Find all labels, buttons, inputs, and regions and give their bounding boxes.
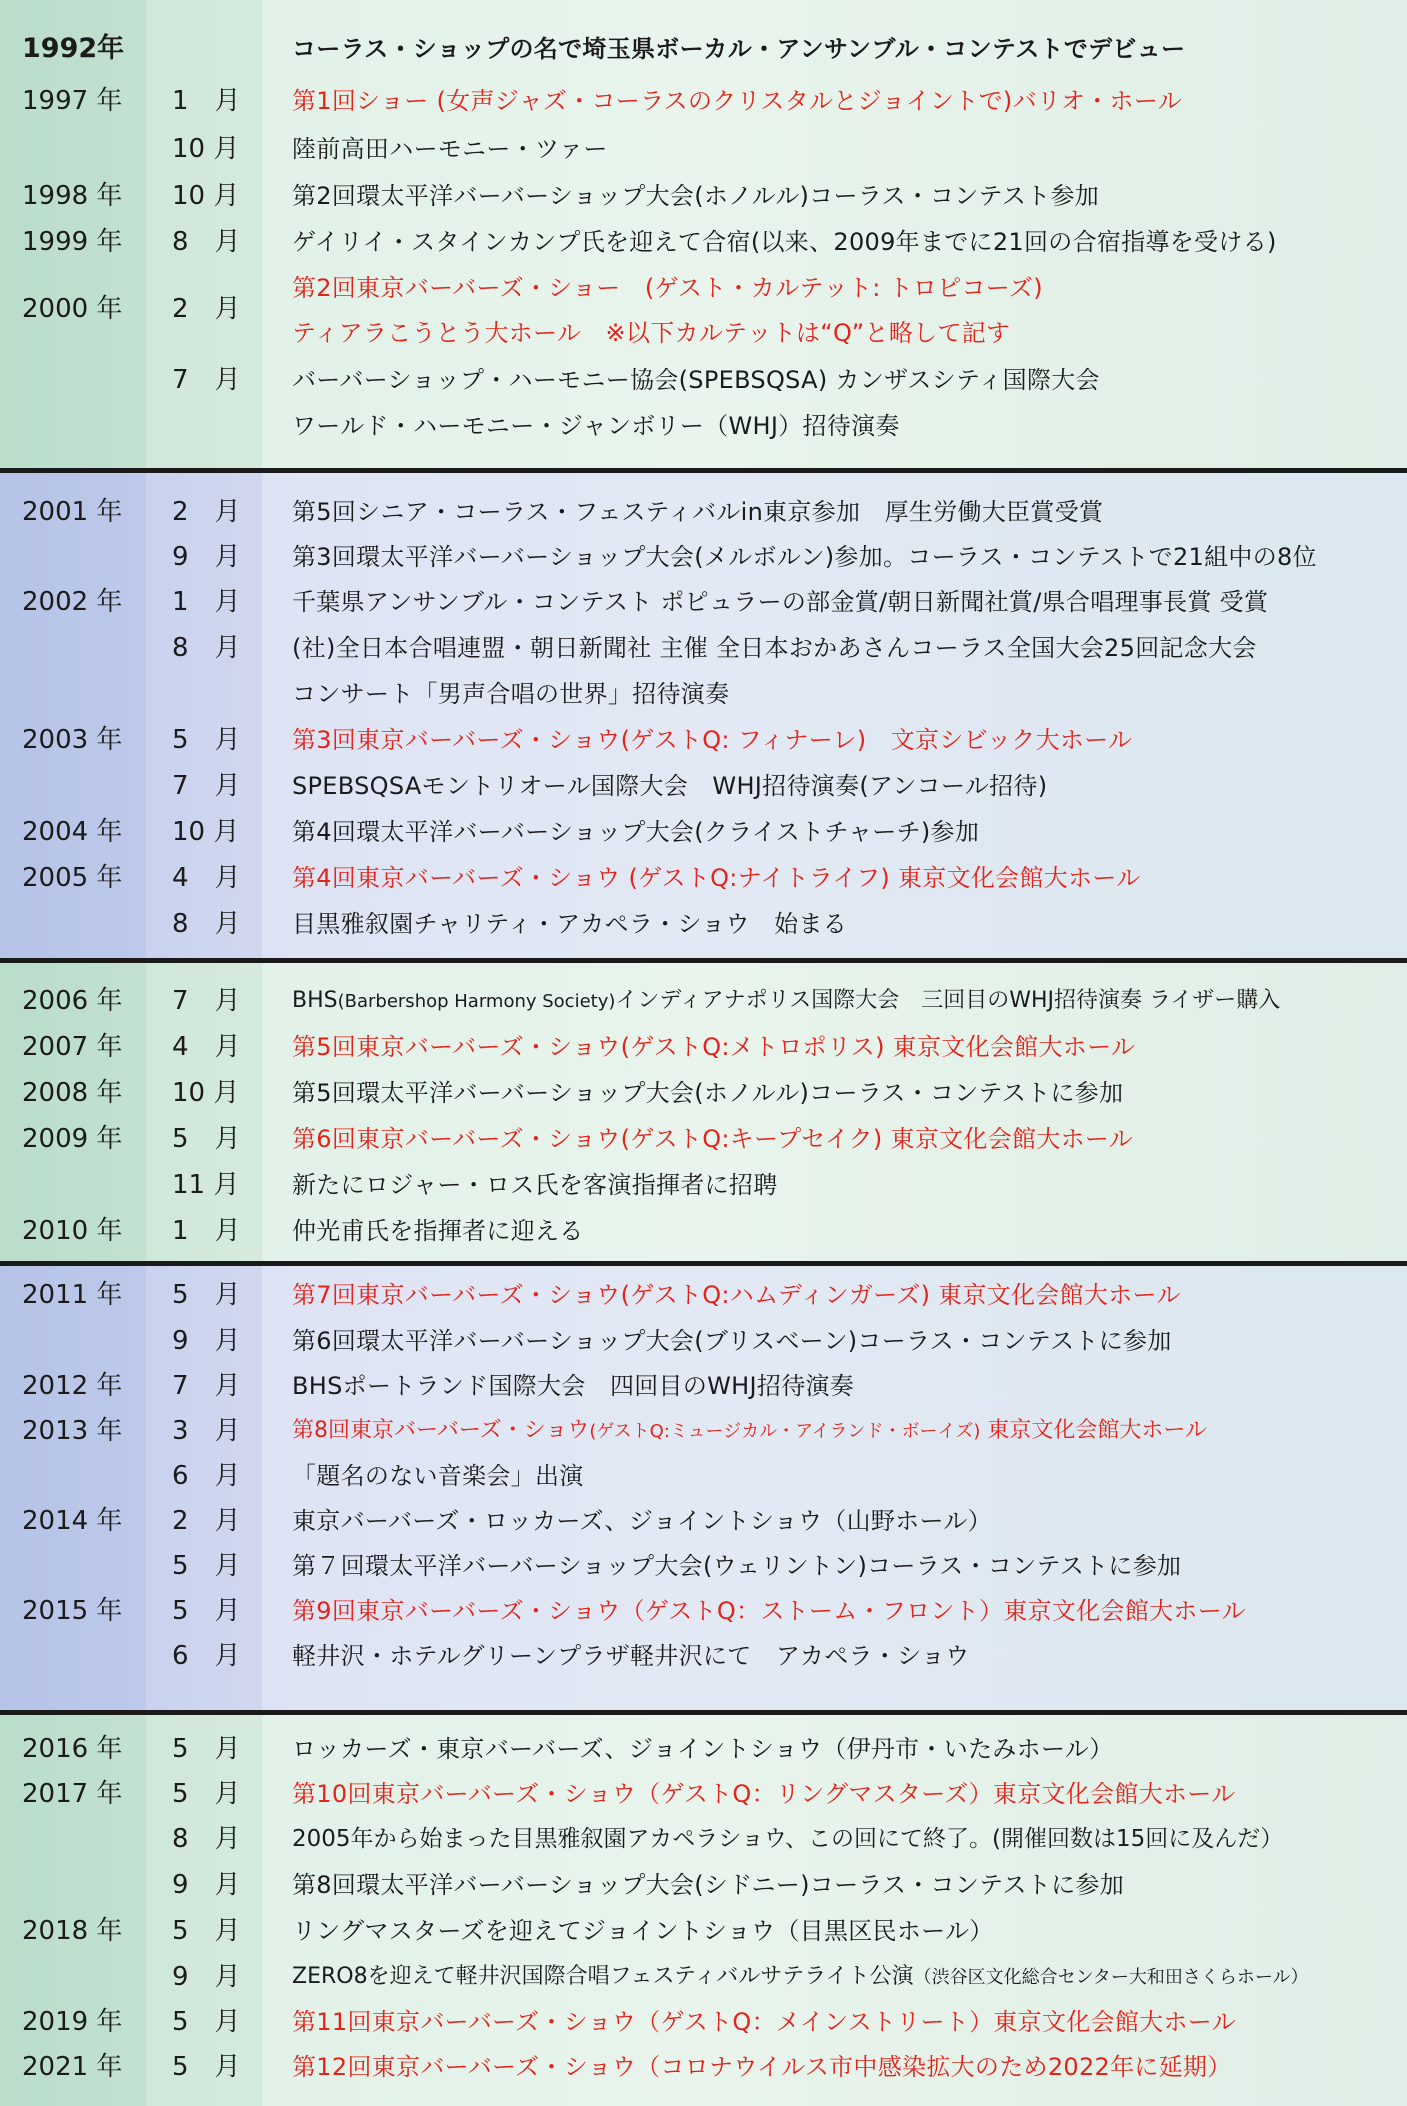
- year-cell: 2001 年: [22, 497, 123, 527]
- event-cell: 第７回環太平洋バーバーショップ大会(ウェリントン)コーラス・コンテストに参加: [292, 1552, 1182, 1580]
- event-cell: ワールド・ハーモニー・ジャンボリー（WHJ）招待演奏: [292, 412, 900, 440]
- timeline-row: [0, 311, 1407, 355]
- event-cell: [292, 1955, 1395, 2000]
- event-cell: ロッカーズ・東京バーバーズ、ジョイントショウ（伊丹市・いたみホール）: [292, 1735, 1114, 1763]
- timeline-row: [0, 1544, 1407, 1588]
- event-cell: 第12回東京バーバーズ・ショウ（コロナウイルス市中感染拡大のため2022年に延期）: [292, 2053, 1232, 2081]
- month-cell: 5 月: [172, 1916, 241, 1946]
- month-cell: 8 月: [172, 909, 241, 939]
- month-cell: 5 月: [172, 1734, 241, 1764]
- timeline-row: [0, 580, 1407, 624]
- year-cell: 1999 年: [22, 227, 123, 257]
- month-cell: 5 月: [172, 1124, 241, 1154]
- timeline-row: [0, 718, 1407, 762]
- timeline-row: [0, 2045, 1407, 2089]
- month-cell: 6 月: [172, 1641, 241, 1671]
- month-cell: 11 月: [172, 1170, 240, 1200]
- event-text: 東京文化会館大ホール: [980, 1418, 1207, 1443]
- month-cell: 8 月: [172, 633, 241, 663]
- event-cell: 第10回東京バーバーズ・ショウ（ゲストQ：リングマスターズ）東京文化会館大ホール: [292, 1780, 1236, 1808]
- year-cell: 2008 年: [22, 1078, 123, 1108]
- event-cell: ティアラこうとう大ホール ※以下カルテットは“Q”と略して記す: [292, 319, 1011, 347]
- event-note: (ゲストQ:ミュージカル・アイランド・ボーイズ): [589, 1421, 981, 1442]
- month-cell: 9 月: [172, 542, 241, 572]
- month-cell: 1 月: [172, 587, 241, 617]
- timeline-row: [0, 1454, 1407, 1498]
- timeline-row: [0, 856, 1407, 900]
- timeline-row: [0, 672, 1407, 716]
- month-cell: 10 月: [172, 817, 240, 847]
- event-cell: コーラス・ショップの名で埼玉県ボーカル・アンサンブル・コンテストでデビュー: [292, 35, 1186, 63]
- event-cell: [292, 979, 1395, 1024]
- timeline-row: [0, 1589, 1407, 1633]
- month-cell: 5 月: [172, 1551, 241, 1581]
- timeline-row: [0, 1817, 1407, 1861]
- month-cell: 10 月: [172, 134, 240, 164]
- timeline-row: [0, 79, 1407, 123]
- event-text: BHS: [292, 988, 338, 1013]
- event-note: (Barbershop Harmony Society): [337, 991, 616, 1012]
- event-cell: 第3回環太平洋バーバーショップ大会(メルボルン)参加。コーラス・コンテストで21組中の8位: [292, 543, 1317, 571]
- month-cell: 5 月: [172, 725, 241, 755]
- timeline-row: [0, 1071, 1407, 1115]
- timeline-row: [0, 810, 1407, 854]
- month-cell: 1 月: [172, 86, 241, 116]
- timeline-row: [0, 535, 1407, 579]
- timeline-row: [0, 2000, 1407, 2044]
- event-cell: 第2回環太平洋バーバーショップ大会(ホノルル)コーラス・コンテスト参加: [292, 182, 1100, 210]
- month-cell: 5 月: [172, 2052, 241, 2082]
- event-cell: コンサート「男声合唱の世界」招待演奏: [292, 680, 730, 708]
- month-cell: 2 月: [172, 1506, 241, 1536]
- timeline-row: [0, 127, 1407, 171]
- section-1992-2000: [0, 0, 1407, 470]
- event-cell: バーバーショップ・ハーモニー協会(SPEBSQSA) カンザスシティ国際大会: [292, 366, 1100, 394]
- timeline-row: [0, 1863, 1407, 1907]
- timeline-row: [0, 1117, 1407, 1161]
- event-cell: 第3回東京バーバーズ・ショウ(ゲストQ: フィナーレ) 文京シビック大ホール: [292, 726, 1133, 754]
- month-cell: 9 月: [172, 1326, 241, 1356]
- timeline-row: [0, 1955, 1407, 1999]
- month-cell: 8 月: [172, 227, 241, 257]
- event-cell: ゲイリイ・スタインカンプ氏を迎えて合宿(以来、2009年までに21回の合宿指導を受ける): [292, 228, 1277, 256]
- year-cell: 2000 年: [22, 294, 123, 324]
- year-cell: 2015 年: [22, 1596, 123, 1626]
- month-cell: 5 月: [172, 1280, 241, 1310]
- event-text: 第8回東京バーバーズ・ショウ: [292, 1418, 590, 1443]
- event-cell: 第6回環太平洋バーバーショップ大会(ブリスベーン)コーラス・コンテストに参加: [292, 1327, 1172, 1355]
- month-cell: 10 月: [172, 1078, 240, 1108]
- section-2011-2015: [0, 1266, 1407, 1712]
- event-cell: 第6回東京バーバーズ・ショウ(ゲストQ:キープセイク) 東京文化会館大ホール: [292, 1125, 1134, 1153]
- year-cell: 2017 年: [22, 1779, 123, 1809]
- event-cell: 東京バーバーズ・ロッカーズ、ジョイントショウ（山野ホール）: [292, 1507, 992, 1535]
- event-cell: 目黒雅叙園チャリティ・アカペラ・ショウ 始まる: [292, 910, 848, 938]
- year-cell: 2006 年: [22, 986, 123, 1016]
- timeline-row: [0, 902, 1407, 946]
- timeline-row: [0, 358, 1407, 402]
- year-cell: 2010 年: [22, 1216, 123, 1246]
- event-cell: 軽井沢・ホテルグリーンプラザ軽井沢にて アカペラ・ショウ: [292, 1642, 970, 1670]
- timeline-row: [0, 1319, 1407, 1363]
- year-cell: 2005 年: [22, 863, 123, 893]
- timeline-row: [0, 220, 1407, 264]
- event-cell: 仲光甫氏を指揮者に迎える: [292, 1217, 584, 1245]
- event-cell: リングマスターズを迎えてジョイントショウ（目黒区民ホール）: [292, 1917, 994, 1945]
- timeline-row: [0, 764, 1407, 808]
- month-cell: 10 月: [172, 181, 240, 211]
- timeline-row: [0, 1409, 1407, 1453]
- event-cell: 第8回環太平洋バーバーショップ大会(シドニー)コーラス・コンテストに参加: [292, 1871, 1124, 1899]
- year-cell: 2021 年: [22, 2052, 123, 2082]
- event-cell: 2005年から始まった目黒雅叙園アカペラショウ、この回にて終了。(開催回数は15回に及んだ）: [292, 1826, 1284, 1852]
- timeline-row: [0, 1727, 1407, 1771]
- timeline-row: [0, 626, 1407, 670]
- month-cell: 4 月: [172, 1032, 241, 1062]
- month-cell: 2 月: [172, 294, 241, 324]
- timeline-row: [0, 1634, 1407, 1678]
- event-cell: 第5回環太平洋バーバーショップ大会(ホノルル)コーラス・コンテストに参加: [292, 1079, 1124, 1107]
- month-cell: 7 月: [172, 771, 241, 801]
- timeline-row: [0, 490, 1407, 534]
- year-cell: 2002 年: [22, 587, 123, 617]
- event-cell: 陸前高田ハーモニー・ツァー: [292, 135, 608, 163]
- month-cell: 7 月: [172, 365, 241, 395]
- month-cell: 4 月: [172, 863, 241, 893]
- month-cell: 6 月: [172, 1461, 241, 1491]
- event-cell: 第7回東京バーバーズ・ショウ(ゲストQ:ハムディンガーズ) 東京文化会館大ホール: [292, 1281, 1181, 1309]
- month-cell: 5 月: [172, 1596, 241, 1626]
- year-cell: 2016 年: [22, 1734, 123, 1764]
- year-cell: 2014 年: [22, 1506, 123, 1536]
- timeline-row: [0, 1273, 1407, 1317]
- event-cell: 第4回東京バーバーズ・ショウ (ゲストQ:ナイトライフ) 東京文化会館大ホール: [292, 864, 1141, 892]
- timeline-row: [0, 1499, 1407, 1543]
- event-cell: 第1回ショー (女声ジャズ・コーラスのクリスタルとジョイントで)バリオ・ホール: [292, 87, 1182, 115]
- year-cell: 2007 年: [22, 1032, 123, 1062]
- month-cell: 5 月: [172, 2007, 241, 2037]
- year-cell: 2003 年: [22, 725, 123, 755]
- month-cell: 9 月: [172, 1870, 241, 1900]
- year-cell: 2018 年: [22, 1916, 123, 1946]
- event-cell: 第2回東京バーバーズ・ショー (ゲスト・カルテット: トロピコーズ): [292, 274, 1043, 302]
- timeline-row: [0, 1364, 1407, 1408]
- event-cell: 第9回東京バーバーズ・ショウ（ゲストQ：ストーム・フロント）東京文化会館大ホール: [292, 1597, 1246, 1625]
- event-cell: 第11回東京バーバーズ・ショウ（ゲストQ：メインストリート）東京文化会館大ホール: [292, 2008, 1236, 2036]
- timeline-row: [0, 1209, 1407, 1253]
- month-cell: 7 月: [172, 1371, 241, 1401]
- timeline-row: [0, 1772, 1407, 1816]
- month-cell: 7 月: [172, 986, 241, 1016]
- timeline-row: [0, 979, 1407, 1023]
- event-cell: 第5回シニア・コーラス・フェスティバルin東京参加 厚生労働大臣賞受賞: [292, 498, 1104, 526]
- month-cell: 1 月: [172, 1216, 241, 1246]
- month-cell: 9 月: [172, 1962, 241, 1992]
- month-cell: 2 月: [172, 497, 241, 527]
- section-2016-2021: [0, 1715, 1407, 2106]
- year-cell: 1997 年: [22, 86, 123, 116]
- year-cell: 2013 年: [22, 1416, 123, 1446]
- event-cell: 新たにロジャー・ロス氏を客演指揮者に招聘: [292, 1171, 778, 1199]
- event-cell: 「題名のない音楽会」出演: [292, 1462, 584, 1490]
- timeline-row: [0, 174, 1407, 218]
- event-cell: SPEBSQSAモントリオール国際大会 WHJ招待演奏(アンコール招待): [292, 772, 1048, 800]
- year-cell: 1998 年: [22, 181, 123, 211]
- event-cell: (社)全日本合唱連盟・朝日新聞社 主催 全日本おかあさんコーラス全国大会25回記念大会: [292, 634, 1257, 662]
- event-cell: 第5回東京バーバーズ・ショウ(ゲストQ:メトロポリス) 東京文化会館大ホール: [292, 1033, 1136, 1061]
- year-cell: 2011 年: [22, 1280, 123, 1310]
- year-cell: 2009 年: [22, 1124, 123, 1154]
- timeline-row: [0, 404, 1407, 448]
- timeline-row: [0, 1163, 1407, 1207]
- timeline-row: [0, 1909, 1407, 1953]
- year-cell: 1992年: [22, 33, 125, 64]
- event-cell: [292, 1409, 1395, 1454]
- year-cell: 2012 年: [22, 1371, 123, 1401]
- timeline-row: [0, 1025, 1407, 1069]
- event-text: インディアナポリス国際大会 三回目のWHJ招待演奏 ライザー購入: [615, 988, 1281, 1013]
- event-note: （渋谷区文化総合センター大和田さくらホール）: [913, 1967, 1309, 1988]
- month-cell: 5 月: [172, 1779, 241, 1809]
- event-text: ZERO8を迎えて軽井沢国際合唱フェスティバルサテライト公演: [292, 1964, 914, 1989]
- month-cell: 3 月: [172, 1416, 241, 1446]
- month-cell: 8 月: [172, 1824, 241, 1854]
- event-cell: BHSポートランド国際大会 四回目のWHJ招待演奏: [292, 1372, 855, 1400]
- year-cell: 2004 年: [22, 817, 123, 847]
- year-cell: 2019 年: [22, 2007, 123, 2037]
- event-cell: 第4回環太平洋バーバーショップ大会(クライストチャーチ)参加: [292, 818, 980, 846]
- section-2001-2005: [0, 473, 1407, 960]
- event-cell: 千葉県アンサンブル・コンテスト ポピュラーの部金賞/朝日新聞社賞/県合唱理事長賞 受賞: [292, 588, 1269, 616]
- timeline-row: [0, 27, 1407, 71]
- section-2006-2010: [0, 963, 1407, 1263]
